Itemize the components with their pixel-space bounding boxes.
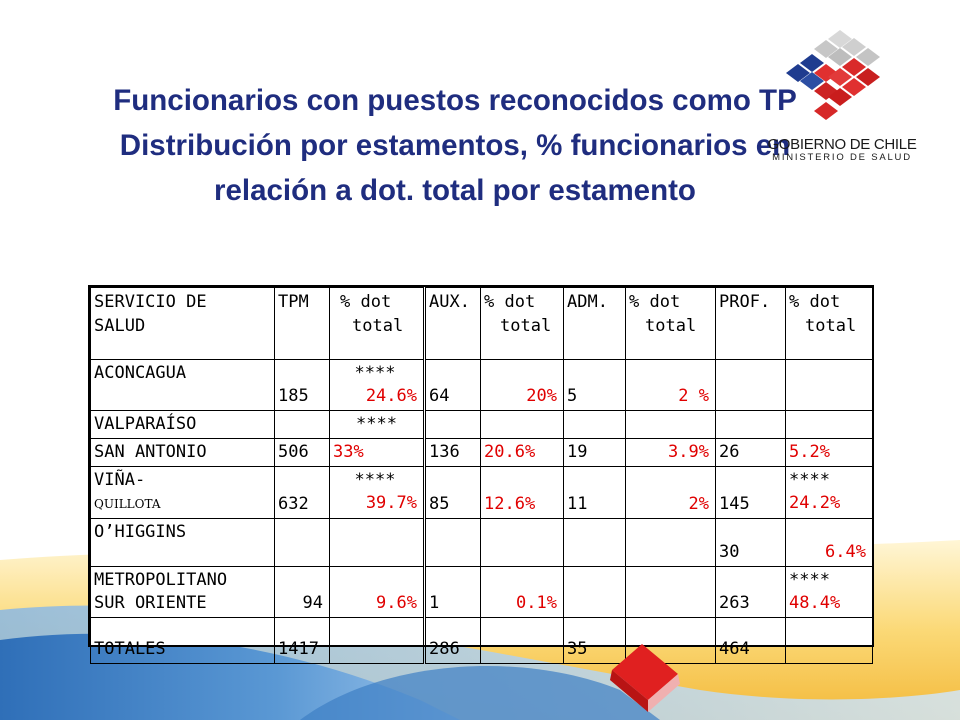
cell-pct-tpm xyxy=(330,467,425,519)
cell-tpm: 1417 xyxy=(275,618,330,664)
cell-prof xyxy=(716,411,786,439)
marker-stars: **** xyxy=(789,570,830,590)
header-pct-adm xyxy=(626,288,716,360)
row-name xyxy=(91,360,275,411)
header-pct-prof-line-2: total xyxy=(805,316,857,336)
table-row xyxy=(91,567,873,618)
header-pct-tpm xyxy=(330,288,425,360)
cell-pct-tpm xyxy=(330,519,425,567)
row-name: VALPARAÍSO xyxy=(91,411,275,439)
cell-aux: 286 xyxy=(425,618,481,664)
table-row xyxy=(91,467,873,519)
cell-aux xyxy=(425,411,481,439)
cell-tpm xyxy=(275,519,330,567)
cell-aux: 85 xyxy=(425,467,481,519)
cell-pct-aux xyxy=(481,519,564,567)
cell-tpm: 185 xyxy=(275,360,330,411)
logo-text-ministerio: MINISTERIO DE SALUD xyxy=(772,152,912,163)
cell-pct-prof xyxy=(786,439,873,467)
header-pct-aux xyxy=(481,288,564,360)
cell-tpm: 506 xyxy=(275,439,330,467)
row-name-text-2: SUR ORIENTE xyxy=(94,593,207,613)
header-prof: PROF. xyxy=(716,288,786,360)
cell-pct-tpm xyxy=(330,439,425,467)
cell-prof xyxy=(716,360,786,411)
header-pct-aux-line-2: total xyxy=(500,316,552,336)
cell-pct-aux xyxy=(481,360,564,411)
cell-aux xyxy=(425,519,481,567)
cell-adm xyxy=(564,411,626,439)
header-pct-prof-line-1: % dot xyxy=(789,292,841,312)
cell-prof: 26 xyxy=(716,439,786,467)
header-servicio xyxy=(91,288,275,360)
logo-cubes-icon xyxy=(762,30,922,140)
table-row xyxy=(91,519,873,567)
row-name: TOTALES xyxy=(91,618,275,664)
gobierno-de-chile-logo xyxy=(762,30,922,170)
header-servicio-line-2: SALUD xyxy=(94,316,146,336)
pct-value: 3.9% xyxy=(668,442,709,462)
cell-pct-prof xyxy=(786,467,873,519)
data-table-container xyxy=(88,285,874,659)
row-name-text-2: QUILLOTA xyxy=(94,497,161,511)
cell-pct-tpm xyxy=(330,360,425,411)
cell-aux: 64 xyxy=(425,360,481,411)
pct-value: 5.2% xyxy=(789,442,830,462)
slide-title xyxy=(40,78,870,213)
table-row xyxy=(91,411,873,439)
header-servicio-line-1: SERVICIO DE xyxy=(94,292,207,312)
cell-adm: 11 xyxy=(564,467,626,519)
cell-pct-prof xyxy=(786,567,873,618)
cell-aux: 1 xyxy=(425,567,481,618)
table-row xyxy=(91,439,873,467)
pct-value: 9.6% xyxy=(376,593,417,613)
decorative-diamond-icon xyxy=(600,640,690,720)
cell-pct-aux xyxy=(481,618,564,664)
header-aux: AUX. xyxy=(425,288,481,360)
cell-adm: 35 xyxy=(564,618,626,664)
cell-pct-prof xyxy=(786,618,873,664)
marker-stars: **** xyxy=(354,470,396,490)
data-table xyxy=(90,287,873,664)
cell-prof: 464 xyxy=(716,618,786,664)
pct-value: 2 % xyxy=(678,386,709,406)
row-name: SAN ANTONIO xyxy=(91,439,275,467)
cell-aux: 136 xyxy=(425,439,481,467)
header-pct-tpm-line-1: % dot xyxy=(340,292,392,312)
cell-pct-adm xyxy=(626,519,716,567)
header-pct-tpm-line-2: total xyxy=(352,316,404,336)
cell-pct-adm xyxy=(626,467,716,519)
cell-prof: 263 xyxy=(716,567,786,618)
cell-tpm xyxy=(275,411,330,439)
cell-tpm: 94 xyxy=(275,567,330,618)
cell-pct-prof xyxy=(786,411,873,439)
pct-value: 12.6% xyxy=(484,494,536,514)
title-line-2: Distribución por estamentos, % funcionarios en xyxy=(119,129,791,162)
cell-adm xyxy=(564,519,626,567)
cell-adm xyxy=(564,567,626,618)
row-name-text: ACONCAGUA xyxy=(94,363,187,383)
table-header-row xyxy=(91,288,873,360)
cell-pct-adm xyxy=(626,567,716,618)
row-name-text: VIÑA- xyxy=(94,470,146,490)
cell-pct-tpm xyxy=(330,618,425,664)
marker-stars: **** xyxy=(789,470,830,490)
cell-pct-tpm xyxy=(330,411,425,439)
marker-stars: **** xyxy=(354,363,396,383)
cell-tpm: 632 xyxy=(275,467,330,519)
header-adm: ADM. xyxy=(564,288,626,360)
cell-prof: 30 xyxy=(716,519,786,567)
cell-prof: 145 xyxy=(716,467,786,519)
cell-adm: 5 xyxy=(564,360,626,411)
pct-value: 33% xyxy=(333,442,364,462)
cell-pct-adm xyxy=(626,411,716,439)
cell-pct-prof xyxy=(786,360,873,411)
row-name xyxy=(91,567,275,618)
pct-value: 39.7% xyxy=(365,493,417,513)
logo-text-gobierno: GOBIERNO DE CHILE xyxy=(767,136,917,153)
pct-value: 20% xyxy=(526,386,557,406)
marker-stars: **** xyxy=(356,414,397,434)
pct-value: 20.6% xyxy=(484,442,536,462)
pct-value: 24.6% xyxy=(365,386,417,406)
row-name-text: METROPOLITANO xyxy=(94,570,228,590)
cell-adm: 19 xyxy=(564,439,626,467)
cell-pct-aux xyxy=(481,439,564,467)
pct-value: 48.4% xyxy=(789,593,841,613)
pct-value: 24.2% xyxy=(789,493,841,513)
cell-pct-aux xyxy=(481,411,564,439)
cell-pct-adm xyxy=(626,439,716,467)
table-row xyxy=(91,360,873,411)
header-tpm: TPM xyxy=(275,288,330,360)
table-totals-row xyxy=(91,618,873,664)
row-name xyxy=(91,467,275,519)
header-pct-aux-line-1: % dot xyxy=(484,292,536,312)
pct-value: 6.4% xyxy=(825,542,866,562)
cell-pct-tpm xyxy=(330,567,425,618)
header-pct-adm-line-2: total xyxy=(645,316,697,336)
title-line-1: Funcionarios con puestos reconocidos como TP xyxy=(113,84,797,117)
cell-pct-prof xyxy=(786,519,873,567)
row-name: O’HIGGINS xyxy=(91,519,275,567)
cell-pct-aux xyxy=(481,467,564,519)
pct-value: 0.1% xyxy=(516,593,557,613)
header-pct-adm-line-1: % dot xyxy=(629,292,681,312)
pct-value: 2% xyxy=(688,494,709,514)
cell-pct-adm xyxy=(626,360,716,411)
title-line-3: relación a dot. total por estamento xyxy=(214,174,696,207)
cell-pct-aux xyxy=(481,567,564,618)
header-pct-prof xyxy=(786,288,873,360)
